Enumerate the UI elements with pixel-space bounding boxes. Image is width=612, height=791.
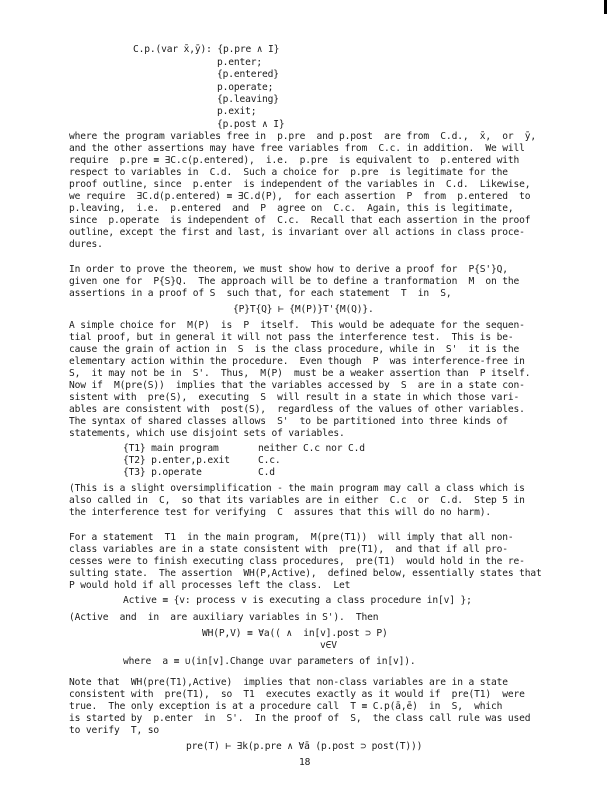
text-line: class variables are in a state consistent with pre(T1), and that if all pro- (69, 544, 508, 555)
corner-mark (604, 0, 607, 14)
text-line: sulting state. The assertion WH(P,Active), defined below, essentially states that (69, 568, 542, 579)
text-line: Now if M(pre(S)) implies that the variables accessed by S are in a state con- (69, 380, 525, 391)
text-line: dures. (69, 239, 103, 250)
text-line: 18 (299, 757, 311, 768)
text-line: Active ≡ {v: process v is executing a class procedure in[v] }; (123, 595, 472, 606)
text-line: The syntax of shared classes allows S' to be partitioned into three kinds of (69, 416, 508, 427)
text-line: {p.post ∧ I} (217, 119, 285, 130)
text-line: outline, except the first and last, is invariant over all actions in class proce- (69, 227, 525, 238)
text-line: assertions in a proof of S such that, for each statement T in S, (69, 288, 452, 299)
text-line: sistent with pre(S), executing S will result in a state in which those vari- (69, 392, 520, 403)
text-line: also called in C, so that its variables are in either C.c or C.d. Step 5 in (69, 495, 525, 506)
text-line: (Active and in are auxiliary variables in S'). Then (69, 612, 379, 623)
text-line: p.exit; (217, 106, 257, 117)
text-line: respect to variables in C.d. Such a choice for p.pre is legitimate for the (69, 167, 508, 178)
text-line: cesses were to finish executing class procedures, pre(T1) would hold in the re- (69, 556, 525, 567)
text-line: the interference test for verifying C assures that this will do no harm). (69, 507, 491, 518)
text-line: Note that WH(pre(T1),Active) implies that non-class variables are in a state (69, 677, 508, 688)
text-line: WH(P,V) ≡ ∀a(( ∧ in[v].post ⊃ P) (202, 628, 388, 639)
text-line: A simple choice for M(P) is P itself. This would be adequate for the sequen- (69, 320, 525, 331)
text-line: true. The only exception is at a procedure call T ≡ C.p(ā,ē) in S, which (69, 701, 503, 712)
text-line: cause the grain of action in S is the class procedure, while in S' it is the (69, 344, 520, 355)
text-line: require p.pre ≡ ∃C.c(p.entered), i.e. p.pre is equivalent to p.entered with (69, 155, 520, 166)
text-line: where a ≡ ∪(in[v].Change ∪var parameters of in[v]). (123, 656, 416, 667)
text-line: elementary action within the procedure. Even though P was interference-free in (69, 356, 525, 367)
text-line: p.enter; (217, 57, 263, 68)
text-line: v∈V (320, 640, 337, 651)
text-line: statements, which use disjoint sets of variables. (69, 428, 345, 439)
text-line: {p.leaving} (217, 94, 279, 105)
text-line: given one for P{S}Q. The approach will be to define a tranformation M on the (69, 276, 520, 287)
text-line: ables are consistent with post(S), regardless of the values of other variables. (69, 404, 525, 415)
text-line: tial proof, but in general it will not pass the interference test. This is be- (69, 332, 514, 343)
text-line: is started by p.enter in S'. In the proof of S, the class call rule was used (69, 713, 531, 724)
text-line: In order to prove the theorem, we must show how to derive a proof for P{S'}Q, (69, 264, 508, 275)
text-line: {P}T{Q} ⊢ {M(P)}T'{M(Q)}. (233, 304, 374, 315)
text-line: p.leaving, i.e. p.entered and P agree on C.c. Again, this is legitimate, (69, 203, 514, 214)
text-line: to verify T, so (69, 725, 160, 736)
text-line: consistent with pre(T1), so T1 executes exactly as it would if pre(T1) were (69, 689, 525, 700)
text-line: and the other assertions may have free variables from C.c. in addition. We will (69, 143, 525, 154)
text-line: {T1} main program neither C.c nor C.d (123, 443, 365, 454)
text-line: since p.operate is independent of C.c. Recall that each assertion in the proof (69, 215, 531, 226)
text-line: pre(T) ⊢ ∃k(p.pre ∧ ∀ā (p.post ⊃ post(T))) (186, 741, 423, 752)
text-line: {T2} p.enter,p.exit C.c. (123, 455, 281, 466)
text-line: {p.entered} (217, 69, 279, 80)
text-line: where the program variables free in p.pre and p.post are from C.d., x̄, or ȳ, (69, 131, 536, 142)
text-line: C.p.(var x̄,ȳ): {p.pre ∧ I} (133, 44, 280, 55)
text-line: P would hold if all processes left the class. Let (69, 580, 351, 591)
text-line: {T3} p.operate C.d (123, 467, 275, 478)
text-line: For a statement T1 in the main program, M(pre(T1)) will imply that all non- (69, 532, 514, 543)
text-line: S, it may not be in S'. Thus, M(P) must be a weaker assertion than P itself. (69, 368, 531, 379)
text-line: p.operate; (217, 82, 274, 93)
text-line: proof outline, since p.enter is independent of the variables in C.d. Likewise, (69, 179, 531, 190)
text-line: we require ∃C.d(p.entered) ≡ ∃C.d(P), for each assertion P from p.entered to (69, 191, 531, 202)
text-line: (This is a slight oversimplification - the main program may call a class which is (69, 483, 525, 494)
